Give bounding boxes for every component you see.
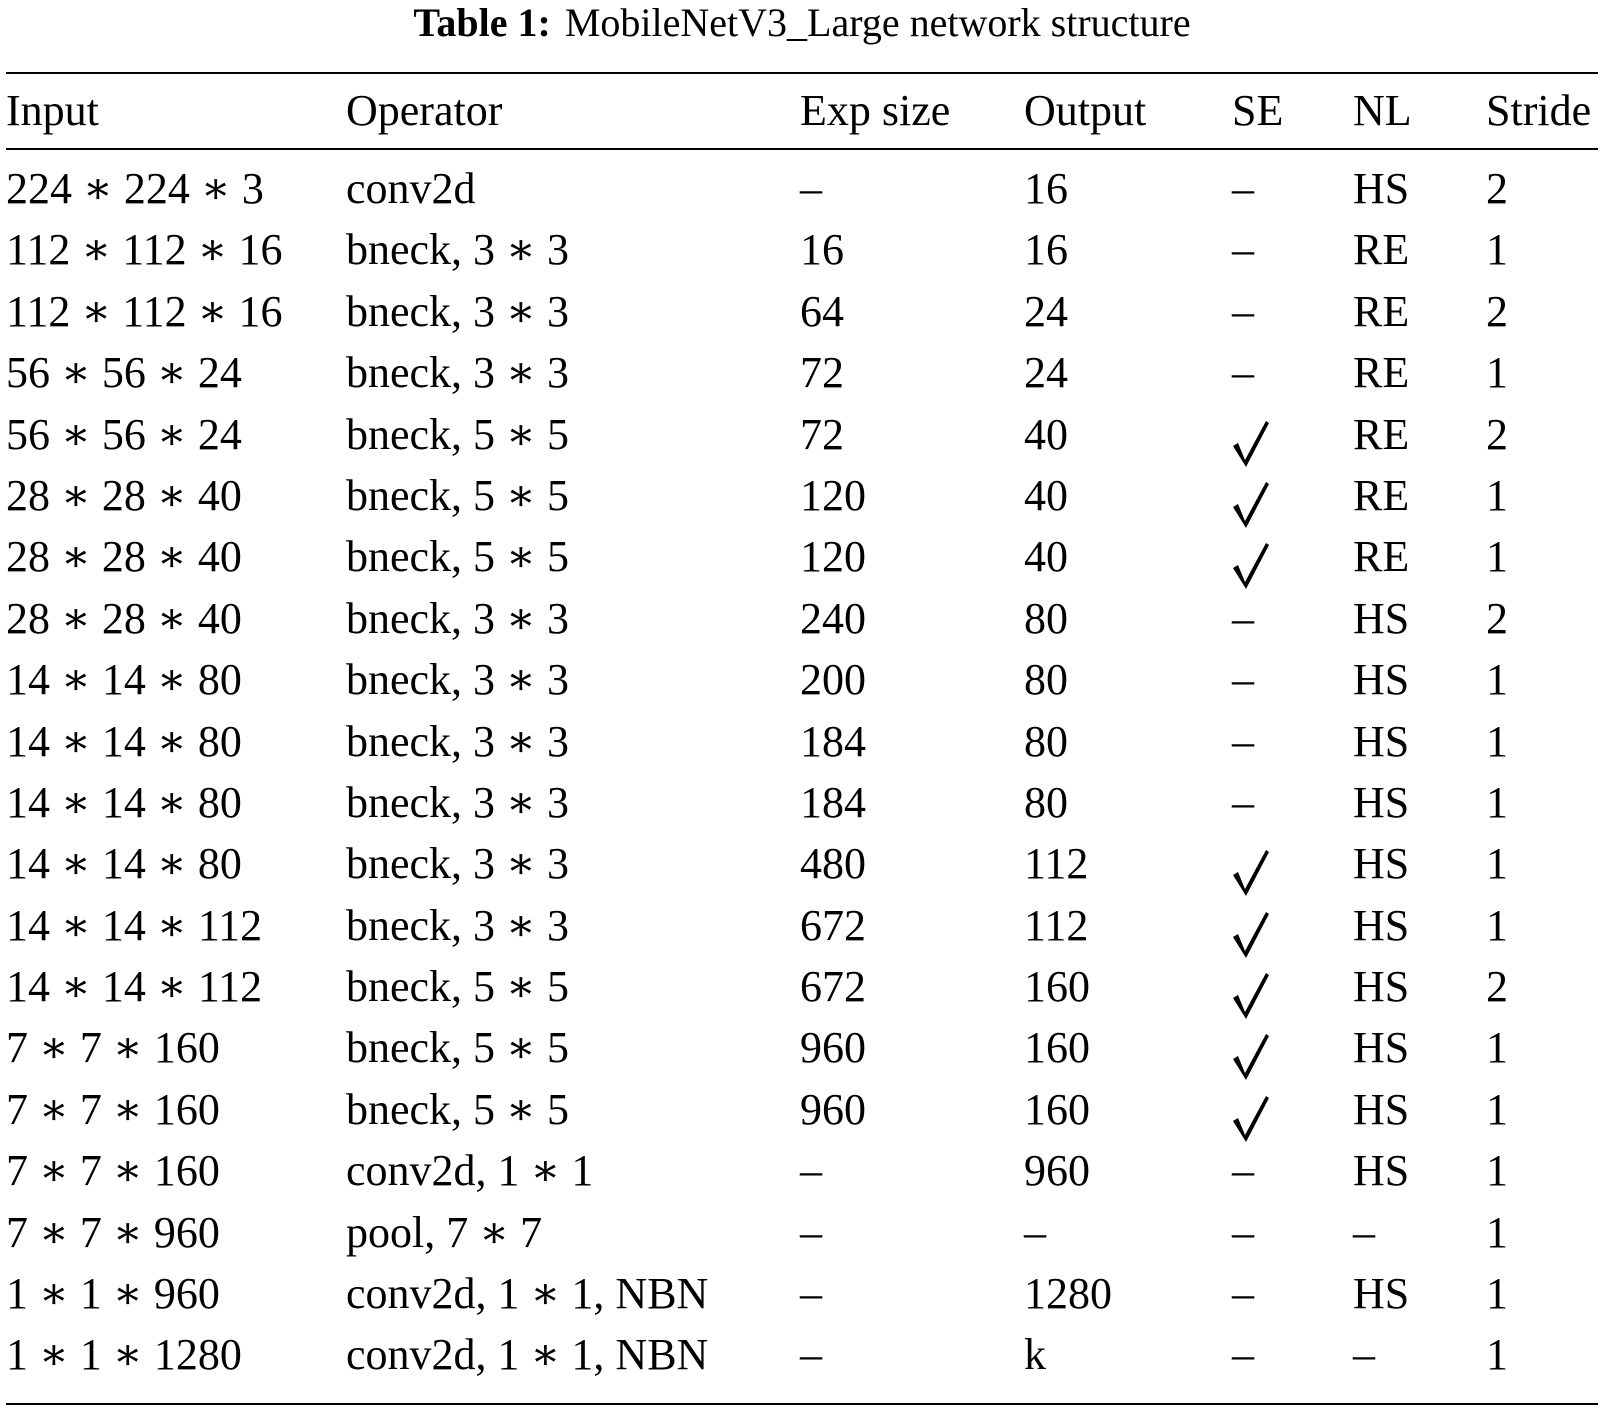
cell-exp-size: 200 [800, 655, 866, 705]
cell-exp-size: 64 [800, 286, 844, 336]
cell-input: 56 ∗ 56 ∗ 24 [6, 409, 242, 459]
cell-operator: bneck, 5 ∗ 5 [346, 532, 569, 582]
cell-stride: 1 [1486, 716, 1508, 766]
cell-operator: bneck, 5 ∗ 5 [346, 1023, 569, 1073]
cell-output: 80 [1024, 716, 1068, 766]
cell-se: – [1232, 655, 1254, 705]
table-row [0, 219, 1604, 280]
cell-exp-size: – [800, 1330, 822, 1380]
cell-input: 14 ∗ 14 ∗ 80 [6, 655, 242, 705]
table-row [0, 649, 1604, 710]
cell-output: 80 [1024, 777, 1068, 827]
cell-input: 14 ∗ 14 ∗ 80 [6, 839, 242, 889]
table-row [0, 404, 1604, 465]
cell-input: 224 ∗ 224 ∗ 3 [6, 164, 264, 213]
cell-stride: 1 [1486, 777, 1508, 827]
cell-input: 14 ∗ 14 ∗ 80 [6, 777, 242, 827]
cell-operator: bneck, 5 ∗ 5 [346, 1084, 569, 1134]
checkmark-icon [1230, 847, 1272, 897]
cell-nl: RE [1353, 470, 1410, 520]
cell-exp-size: – [800, 1146, 822, 1196]
checkmark-icon [1230, 909, 1272, 959]
cell-operator: bneck, 3 ∗ 3 [346, 593, 569, 643]
cell-operator: bneck, 3 ∗ 3 [346, 225, 569, 275]
cell-operator: bneck, 5 ∗ 5 [346, 470, 569, 520]
cell-input: 1 ∗ 1 ∗ 960 [6, 1269, 220, 1319]
table-caption-text: MobileNetV3_Large network structure [564, 0, 1191, 45]
cell-se: – [1232, 225, 1254, 275]
cell-nl: HS [1353, 593, 1410, 643]
table-header-row [0, 80, 1604, 142]
cell-input: 7 ∗ 7 ∗ 160 [6, 1146, 220, 1196]
cell-operator: bneck, 3 ∗ 3 [346, 839, 569, 889]
cell-stride: 1 [1486, 1084, 1508, 1134]
cell-output: 80 [1024, 593, 1068, 643]
checkmark-icon [1230, 540, 1272, 590]
cell-input: 14 ∗ 14 ∗ 112 [6, 900, 263, 950]
table-row [0, 833, 1604, 894]
cell-stride: 1 [1486, 1023, 1508, 1073]
cell-se: – [1232, 593, 1254, 643]
cell-nl: – [1353, 1330, 1375, 1380]
cell-stride: 1 [1486, 655, 1508, 705]
cell-stride: 1 [1486, 1269, 1508, 1319]
table-caption-label: Table 1: [413, 0, 551, 45]
table-row [0, 711, 1604, 772]
cell-nl: HS [1353, 655, 1410, 705]
cell-exp-size: 120 [800, 532, 866, 582]
cell-stride: 1 [1486, 1207, 1508, 1257]
table-header-rule [6, 148, 1598, 150]
cell-input: 56 ∗ 56 ∗ 24 [6, 348, 242, 398]
cell-stride: 1 [1486, 839, 1508, 889]
cell-nl: HS [1353, 777, 1410, 827]
cell-output: 24 [1024, 348, 1068, 398]
cell-exp-size: 72 [800, 409, 844, 459]
table-row [0, 1017, 1604, 1078]
cell-se: – [1232, 348, 1254, 398]
cell-stride: 2 [1486, 164, 1508, 213]
cell-output: 112 [1024, 900, 1089, 950]
table-top-rule [6, 72, 1598, 74]
cell-se: – [1232, 716, 1254, 766]
cell-input: 112 ∗ 112 ∗ 16 [6, 225, 283, 275]
cell-stride: 2 [1486, 286, 1508, 336]
table-row [0, 1324, 1604, 1385]
cell-output: 1280 [1024, 1269, 1112, 1319]
cell-nl: HS [1353, 839, 1410, 889]
cell-output: 160 [1024, 1023, 1090, 1073]
table-row [0, 772, 1604, 833]
cell-operator: conv2d, 1 ∗ 1 [346, 1146, 594, 1196]
cell-operator: bneck, 3 ∗ 3 [346, 286, 569, 336]
cell-nl: HS [1353, 962, 1410, 1012]
cell-input: 28 ∗ 28 ∗ 40 [6, 593, 242, 643]
table-row [0, 588, 1604, 649]
cell-output: 160 [1024, 962, 1090, 1012]
table-row [0, 342, 1604, 403]
cell-operator: bneck, 3 ∗ 3 [346, 900, 569, 950]
cell-stride: 2 [1486, 962, 1508, 1012]
cell-operator: pool, 7 ∗ 7 [346, 1207, 543, 1257]
cell-nl: RE [1353, 225, 1410, 275]
cell-operator: bneck, 3 ∗ 3 [346, 348, 569, 398]
table-row [0, 526, 1604, 587]
checkmark-icon [1230, 1093, 1272, 1143]
column-header-exp-size: Exp size [800, 86, 951, 135]
cell-exp-size: – [800, 1269, 822, 1319]
cell-exp-size: 16 [800, 225, 844, 275]
cell-nl: – [1353, 1207, 1375, 1257]
cell-exp-size: – [800, 1207, 822, 1257]
cell-operator: bneck, 5 ∗ 5 [346, 962, 569, 1012]
cell-exp-size: 480 [800, 839, 866, 889]
cell-output: 80 [1024, 655, 1068, 705]
cell-input: 7 ∗ 7 ∗ 960 [6, 1207, 220, 1257]
checkmark-icon [1230, 479, 1272, 529]
cell-nl: RE [1353, 286, 1410, 336]
cell-stride: 1 [1486, 900, 1508, 950]
cell-stride: 1 [1486, 470, 1508, 520]
cell-exp-size: 960 [800, 1023, 866, 1073]
cell-input: 14 ∗ 14 ∗ 112 [6, 962, 263, 1012]
table-row [0, 281, 1604, 342]
cell-nl: HS [1353, 1146, 1410, 1196]
cell-operator: bneck, 3 ∗ 3 [346, 777, 569, 827]
cell-exp-size: 240 [800, 593, 866, 643]
cell-nl: RE [1353, 348, 1410, 398]
cell-exp-size: 72 [800, 348, 844, 398]
cell-output: 16 [1024, 225, 1068, 275]
cell-output: – [1024, 1207, 1046, 1257]
cell-se: – [1232, 164, 1254, 213]
table-row [0, 1202, 1604, 1263]
column-header-se: SE [1232, 86, 1284, 135]
cell-se: – [1232, 777, 1254, 827]
cell-stride: 1 [1486, 1330, 1508, 1380]
table-caption [0, 0, 1604, 46]
cell-operator: conv2d, 1 ∗ 1, NBN [346, 1330, 709, 1380]
cell-nl: RE [1353, 532, 1410, 582]
cell-exp-size: 960 [800, 1084, 866, 1134]
table-row [0, 158, 1604, 219]
cell-input: 7 ∗ 7 ∗ 160 [6, 1023, 220, 1073]
cell-exp-size: 672 [800, 962, 866, 1012]
cell-nl: HS [1353, 900, 1410, 950]
column-header-nl: NL [1353, 86, 1412, 135]
table-row [0, 895, 1604, 956]
column-header-operator: Operator [346, 86, 503, 135]
cell-exp-size: 672 [800, 900, 866, 950]
cell-operator: bneck, 3 ∗ 3 [346, 716, 569, 766]
table-row [0, 956, 1604, 1017]
cell-stride: 2 [1486, 593, 1508, 643]
cell-nl: HS [1353, 164, 1410, 213]
cell-output: k [1024, 1330, 1046, 1380]
table-bottom-rule [6, 1403, 1598, 1405]
cell-output: 40 [1024, 470, 1068, 520]
column-header-input: Input [6, 86, 99, 135]
cell-output: 40 [1024, 409, 1068, 459]
cell-output: 40 [1024, 532, 1068, 582]
cell-output: 960 [1024, 1146, 1090, 1196]
cell-operator: conv2d, 1 ∗ 1, NBN [346, 1269, 709, 1319]
cell-output: 160 [1024, 1084, 1090, 1134]
column-header-stride: Stride [1486, 86, 1592, 135]
table-row [0, 465, 1604, 526]
cell-input: 1 ∗ 1 ∗ 1280 [6, 1330, 242, 1380]
cell-exp-size: 184 [800, 716, 866, 766]
cell-input: 14 ∗ 14 ∗ 80 [6, 716, 242, 766]
cell-stride: 2 [1486, 409, 1508, 459]
cell-nl: HS [1353, 1084, 1410, 1134]
cell-stride: 1 [1486, 348, 1508, 398]
cell-operator: bneck, 5 ∗ 5 [346, 409, 569, 459]
cell-input: 28 ∗ 28 ∗ 40 [6, 532, 242, 582]
table-row [0, 1079, 1604, 1140]
cell-operator: bneck, 3 ∗ 3 [346, 655, 569, 705]
cell-stride: 1 [1486, 532, 1508, 582]
cell-exp-size: 184 [800, 777, 866, 827]
cell-nl: HS [1353, 1269, 1410, 1319]
cell-se: – [1232, 1269, 1254, 1319]
cell-output: 112 [1024, 839, 1089, 889]
cell-se: – [1232, 1330, 1254, 1380]
cell-se: – [1232, 1146, 1254, 1196]
cell-se: – [1232, 1207, 1254, 1257]
cell-stride: 1 [1486, 225, 1508, 275]
checkmark-icon [1230, 418, 1272, 468]
cell-exp-size: 120 [800, 470, 866, 520]
cell-nl: HS [1353, 716, 1410, 766]
cell-se: – [1232, 286, 1254, 336]
cell-stride: 1 [1486, 1146, 1508, 1196]
cell-operator: conv2d [346, 164, 476, 213]
column-header-output: Output [1024, 86, 1147, 135]
cell-nl: HS [1353, 1023, 1410, 1073]
cell-input: 28 ∗ 28 ∗ 40 [6, 470, 242, 520]
cell-nl: RE [1353, 409, 1410, 459]
checkmark-icon [1230, 970, 1272, 1020]
table-row [0, 1140, 1604, 1201]
cell-exp-size: – [800, 164, 822, 213]
checkmark-icon [1230, 1031, 1272, 1081]
cell-output: 24 [1024, 286, 1068, 336]
table-body [0, 158, 1604, 1386]
table-row [0, 1263, 1604, 1324]
cell-input: 7 ∗ 7 ∗ 160 [6, 1084, 220, 1134]
cell-output: 16 [1024, 164, 1068, 213]
cell-input: 112 ∗ 112 ∗ 16 [6, 286, 283, 336]
